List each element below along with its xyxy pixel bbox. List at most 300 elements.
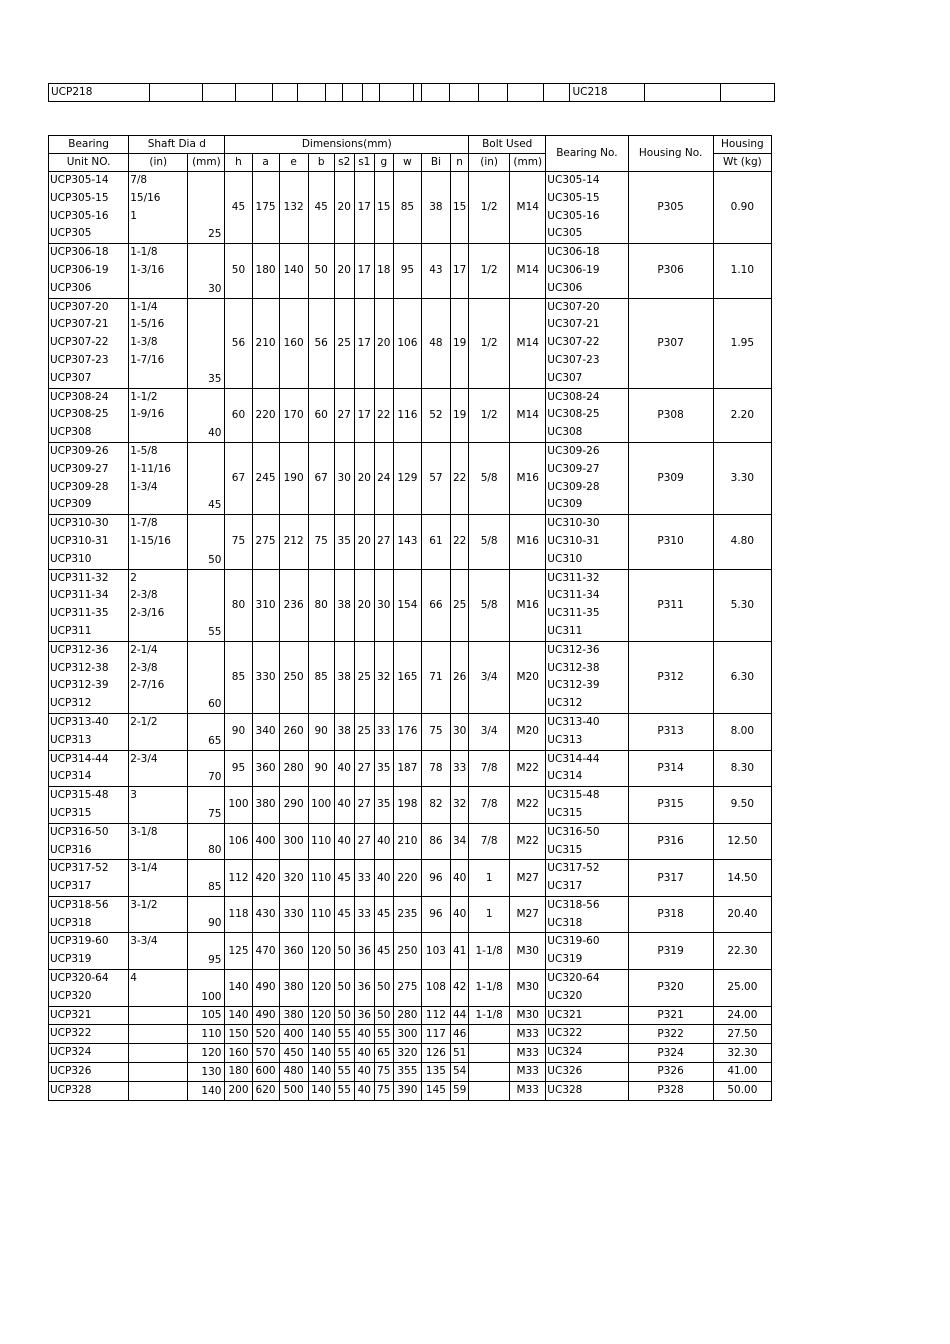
dim-e-cell: 250 xyxy=(279,641,308,713)
header-bearing-no: Bearing No. xyxy=(546,136,628,172)
bearings-line: UC317 xyxy=(547,880,583,893)
header-dim-e: e xyxy=(279,154,308,172)
dim-n-cell: 19 xyxy=(450,388,468,442)
bolt-in-cell xyxy=(469,1063,510,1082)
inch-line: 15/16 xyxy=(130,191,161,204)
dim-g-cell: 45 xyxy=(374,933,393,970)
dim-g-cell: 35 xyxy=(374,787,393,824)
bearings-line: UC307-23 xyxy=(547,353,600,366)
inch-line: 1-7/16 xyxy=(130,353,165,366)
bolt-mm-cell: M16 xyxy=(510,515,546,569)
dim-n-cell: 30 xyxy=(450,713,468,750)
dim-bi-cell: 78 xyxy=(421,750,450,787)
dim-h-cell: 60 xyxy=(225,388,252,442)
shaft-mm-cell: 100 xyxy=(188,970,225,1007)
dim-n-cell: 22 xyxy=(450,515,468,569)
dim-e-cell: 212 xyxy=(279,515,308,569)
dim-s2-cell: 40 xyxy=(334,787,354,824)
units-line: UCP319-60 xyxy=(50,935,109,948)
housing-wt-cell: 1.10 xyxy=(713,244,771,298)
dim-g-cell: 24 xyxy=(374,442,393,514)
shaft-in-cell xyxy=(129,244,188,298)
dim-bi-cell: 135 xyxy=(421,1063,450,1082)
bearings-line: UC314 xyxy=(547,770,583,783)
dim-s1-cell: 17 xyxy=(354,298,374,388)
dim-s1-cell: 27 xyxy=(354,750,374,787)
bearings-line: UC306-19 xyxy=(547,263,600,276)
housing-no-cell: P316 xyxy=(628,823,713,860)
dim-w-cell: 250 xyxy=(393,933,421,970)
dim-a-cell: 275 xyxy=(252,515,279,569)
housing-wt-cell: 2.20 xyxy=(713,388,771,442)
dim-bi-cell: 52 xyxy=(421,388,450,442)
units-line: UCP313 xyxy=(50,733,92,746)
dim-a-cell: 400 xyxy=(252,823,279,860)
shaft-in-cell xyxy=(129,1063,188,1082)
inch-line: 2 xyxy=(130,571,137,584)
dim-a-cell: 490 xyxy=(252,970,279,1007)
housing-no-cell: P319 xyxy=(628,933,713,970)
unit-no-cell xyxy=(49,298,129,388)
bearings-line: UC318-56 xyxy=(547,898,600,911)
header-bolt-mm: (mm) xyxy=(510,154,546,172)
dim-g-cell: 27 xyxy=(374,515,393,569)
dim-b-cell: 80 xyxy=(308,569,334,641)
dim-bi-cell: 43 xyxy=(421,244,450,298)
bolt-mm-cell: M22 xyxy=(510,823,546,860)
inch-line: 1-1/2 xyxy=(130,390,158,403)
dim-s2-cell: 20 xyxy=(334,172,354,244)
units-line: UCP314-44 xyxy=(50,752,109,765)
dim-g-cell: 22 xyxy=(374,388,393,442)
units-line: UCP307-23 xyxy=(50,353,109,366)
dim-g-cell: 20 xyxy=(374,298,393,388)
inch-line: 1-3/4 xyxy=(130,480,158,493)
shaft-mm-cell: 70 xyxy=(188,750,225,787)
units-line: UCP309-27 xyxy=(50,462,109,475)
dim-h-cell: 85 xyxy=(225,641,252,713)
dim-h-cell: 112 xyxy=(225,860,252,897)
shaft-mm-cell: 140 xyxy=(188,1081,225,1100)
table-row xyxy=(49,896,772,933)
bolt-in-cell xyxy=(469,1081,510,1100)
shaft-in-cell xyxy=(129,970,188,1007)
dim-bi-cell: 75 xyxy=(421,713,450,750)
table-row xyxy=(49,515,772,569)
bearings-line: UC306-18 xyxy=(547,246,600,259)
dim-a-cell: 520 xyxy=(252,1025,279,1044)
header-shaft-in: (in) xyxy=(129,154,188,172)
shaft-mm-cell: 110 xyxy=(188,1025,225,1044)
dim-s2-cell: 40 xyxy=(334,750,354,787)
bolt-in-cell: 3/4 xyxy=(469,641,510,713)
dim-h-cell: 95 xyxy=(225,750,252,787)
bearings-line: UC305-16 xyxy=(547,209,600,222)
units-line: UCP306 xyxy=(50,281,92,294)
shaft-mm-cell: 60 xyxy=(188,641,225,713)
bolt-in-cell: 1 xyxy=(469,896,510,933)
dim-h-cell: 140 xyxy=(225,970,252,1007)
housing-wt-cell: 1.95 xyxy=(713,298,771,388)
bolt-mm-cell: M22 xyxy=(510,787,546,824)
housing-no-cell: P314 xyxy=(628,750,713,787)
bolt-mm-cell: M30 xyxy=(510,970,546,1007)
bearing-no-cell xyxy=(546,713,628,750)
unit-no-cell xyxy=(49,641,129,713)
inch-line xyxy=(129,370,187,388)
dim-n-cell: 51 xyxy=(450,1044,468,1063)
dim-bi-cell: 145 xyxy=(421,1081,450,1100)
units-line: UCP315-48 xyxy=(50,789,109,802)
dim-s1-cell: 33 xyxy=(354,860,374,897)
dim-b-cell: 45 xyxy=(308,172,334,244)
bolt-mm-cell: M16 xyxy=(510,442,546,514)
bearings-line: UC321 xyxy=(547,1008,583,1021)
inch-line xyxy=(129,1007,187,1025)
dim-bi-cell: 117 xyxy=(421,1025,450,1044)
units-line: UCP312-38 xyxy=(50,661,109,674)
bearings-line: UC308 xyxy=(547,426,583,439)
bearings-line: UC328 xyxy=(547,1083,583,1096)
bearings-line: UC315 xyxy=(547,843,583,856)
dim-b-cell: 120 xyxy=(308,933,334,970)
inch-line: 1-5/8 xyxy=(130,444,158,457)
units-line: UCP314 xyxy=(50,770,92,783)
table-row xyxy=(49,750,772,787)
header-dim-g: g xyxy=(374,154,393,172)
units-line: UCP320-64 xyxy=(50,972,109,985)
dim-n-cell: 26 xyxy=(450,641,468,713)
units-line: UCP328 xyxy=(50,1083,92,1096)
inch-line: 1-7/8 xyxy=(130,517,158,530)
dim-s1-cell: 40 xyxy=(354,1044,374,1063)
shaft-mm-cell: 25 xyxy=(188,172,225,244)
units-line: UCP324 xyxy=(50,1046,92,1059)
dim-a-cell: 245 xyxy=(252,442,279,514)
bolt-in-cell: 1 xyxy=(469,860,510,897)
dim-h-cell: 50 xyxy=(225,244,252,298)
dim-b-cell: 90 xyxy=(308,750,334,787)
dim-w-cell: 300 xyxy=(393,1025,421,1044)
dim-n-cell: 17 xyxy=(450,244,468,298)
bearing-no-cell xyxy=(546,933,628,970)
shaft-in-cell xyxy=(129,172,188,244)
dim-w-cell: 320 xyxy=(393,1044,421,1063)
dim-e-cell: 400 xyxy=(279,1025,308,1044)
housing-wt-cell: 24.00 xyxy=(713,1006,771,1025)
dim-a-cell: 210 xyxy=(252,298,279,388)
dim-n-cell: 19 xyxy=(450,298,468,388)
dim-bi-cell: 38 xyxy=(421,172,450,244)
top-unit-cell: UCP218 xyxy=(49,84,150,102)
bolt-mm-cell: M22 xyxy=(510,750,546,787)
dim-s1-cell: 40 xyxy=(354,1081,374,1100)
bearing-no-cell xyxy=(546,860,628,897)
units-line: UCP309-28 xyxy=(50,480,109,493)
dim-s2-cell: 50 xyxy=(334,1006,354,1025)
units-line: UCP306-18 xyxy=(50,246,109,259)
dim-s2-cell: 55 xyxy=(334,1025,354,1044)
dim-b-cell: 140 xyxy=(308,1063,334,1082)
shaft-in-cell xyxy=(129,515,188,569)
inch-line xyxy=(129,1063,187,1081)
inch-line: 2-3/4 xyxy=(130,752,158,765)
bolt-in-cell: 1-1/8 xyxy=(469,970,510,1007)
inch-line xyxy=(129,878,187,896)
shaft-mm-cell: 85 xyxy=(188,860,225,897)
unit-no-cell xyxy=(49,787,129,824)
dim-a-cell: 570 xyxy=(252,1044,279,1063)
dim-w-cell: 220 xyxy=(393,860,421,897)
shaft-in-cell xyxy=(129,1044,188,1063)
shaft-mm-cell: 35 xyxy=(188,298,225,388)
dim-bi-cell: 126 xyxy=(421,1044,450,1063)
table-row xyxy=(49,823,772,860)
bolt-in-cell: 1/2 xyxy=(469,172,510,244)
units-line: UCP308-25 xyxy=(50,408,109,421)
units-line: UCP307-21 xyxy=(50,318,109,331)
dim-g-cell: 15 xyxy=(374,172,393,244)
dim-n-cell: 33 xyxy=(450,750,468,787)
dim-a-cell: 620 xyxy=(252,1081,279,1100)
bearings-line: UC310-30 xyxy=(547,517,600,530)
dim-s1-cell: 20 xyxy=(354,442,374,514)
units-line: UCP311-35 xyxy=(50,607,109,620)
housing-no-cell: P309 xyxy=(628,442,713,514)
dim-s2-cell: 30 xyxy=(334,442,354,514)
table-row xyxy=(49,244,772,298)
dim-n-cell: 32 xyxy=(450,787,468,824)
dim-bi-cell: 66 xyxy=(421,569,450,641)
housing-no-cell: P328 xyxy=(628,1081,713,1100)
inch-line: 2-3/16 xyxy=(130,607,165,620)
dim-h-cell: 56 xyxy=(225,298,252,388)
housing-wt-cell: 14.50 xyxy=(713,860,771,897)
housing-wt-cell: 5.30 xyxy=(713,569,771,641)
dim-s1-cell: 17 xyxy=(354,388,374,442)
bearing-no-cell xyxy=(546,172,628,244)
bolt-in-cell: 5/8 xyxy=(469,442,510,514)
bearings-line: UC308-24 xyxy=(547,390,600,403)
table-row xyxy=(49,298,772,388)
dim-s1-cell: 17 xyxy=(354,244,374,298)
inch-line: 2-7/16 xyxy=(130,679,165,692)
bearings-line: UC315 xyxy=(547,806,583,819)
bearings-line: UC319 xyxy=(547,953,583,966)
inch-line xyxy=(129,424,187,442)
units-line: UCP315 xyxy=(50,806,92,819)
shaft-mm-cell: 95 xyxy=(188,933,225,970)
dim-n-cell: 40 xyxy=(450,860,468,897)
dim-s1-cell: 36 xyxy=(354,970,374,1007)
dim-e-cell: 280 xyxy=(279,750,308,787)
housing-wt-cell: 41.00 xyxy=(713,1063,771,1082)
inch-line: 1-9/16 xyxy=(130,408,165,421)
units-line: UCP313-40 xyxy=(50,715,109,728)
unit-no-cell xyxy=(49,823,129,860)
units-line: UCP319 xyxy=(50,953,92,966)
dim-e-cell: 500 xyxy=(279,1081,308,1100)
housing-no-cell: P315 xyxy=(628,787,713,824)
bolt-mm-cell: M16 xyxy=(510,569,546,641)
dim-w-cell: 235 xyxy=(393,896,421,933)
dim-a-cell: 330 xyxy=(252,641,279,713)
shaft-mm-cell: 90 xyxy=(188,896,225,933)
table-row xyxy=(49,933,772,970)
dim-w-cell: 198 xyxy=(393,787,421,824)
shaft-mm-cell: 105 xyxy=(188,1006,225,1025)
header-bolt-used: Bolt Used xyxy=(469,136,546,154)
dim-s2-cell: 55 xyxy=(334,1081,354,1100)
housing-wt-cell: 4.80 xyxy=(713,515,771,569)
dim-n-cell: 54 xyxy=(450,1063,468,1082)
shaft-in-cell xyxy=(129,298,188,388)
bearing-no-cell xyxy=(546,244,628,298)
dim-s1-cell: 27 xyxy=(354,823,374,860)
inch-line: 1-1/8 xyxy=(130,246,158,259)
bolt-in-cell: 5/8 xyxy=(469,569,510,641)
header-unit-no: Unit NO. xyxy=(49,154,129,172)
dim-g-cell: 35 xyxy=(374,750,393,787)
dim-a-cell: 430 xyxy=(252,896,279,933)
bearings-line: UC305-15 xyxy=(547,191,600,204)
housing-wt-cell: 20.40 xyxy=(713,896,771,933)
shaft-mm-cell: 120 xyxy=(188,1044,225,1063)
dim-g-cell: 33 xyxy=(374,713,393,750)
dim-bi-cell: 61 xyxy=(421,515,450,569)
dim-bi-cell: 82 xyxy=(421,787,450,824)
inch-line: 1-3/16 xyxy=(130,263,165,276)
shaft-in-cell xyxy=(129,933,188,970)
table-row xyxy=(49,388,772,442)
housing-wt-cell: 3.30 xyxy=(713,442,771,514)
units-line: UCP312 xyxy=(50,697,92,710)
dim-w-cell: 280 xyxy=(393,1006,421,1025)
dim-bi-cell: 96 xyxy=(421,896,450,933)
dim-n-cell: 42 xyxy=(450,970,468,1007)
inch-line: 1-3/8 xyxy=(130,336,158,349)
housing-wt-cell: 12.50 xyxy=(713,823,771,860)
dim-w-cell: 390 xyxy=(393,1081,421,1100)
dim-g-cell: 40 xyxy=(374,823,393,860)
units-line: UCP317 xyxy=(50,880,92,893)
units-line: UCP306-19 xyxy=(50,263,109,276)
bolt-in-cell xyxy=(469,1025,510,1044)
dim-w-cell: 176 xyxy=(393,713,421,750)
bolt-mm-cell: M33 xyxy=(510,1044,546,1063)
units-line: UCP307-20 xyxy=(50,300,109,313)
bearing-no-cell xyxy=(546,388,628,442)
bearings-line: UC306 xyxy=(547,281,583,294)
dim-a-cell: 360 xyxy=(252,750,279,787)
inch-line xyxy=(129,496,187,514)
units-line: UCP305-14 xyxy=(50,174,109,186)
dim-s1-cell: 20 xyxy=(354,515,374,569)
dim-e-cell: 140 xyxy=(279,244,308,298)
shaft-in-cell xyxy=(129,896,188,933)
table-row xyxy=(49,787,772,824)
bearings-line: UC309 xyxy=(547,498,583,511)
dim-s1-cell: 33 xyxy=(354,896,374,933)
dim-s2-cell: 38 xyxy=(334,569,354,641)
dim-s1-cell: 25 xyxy=(354,713,374,750)
inch-line: 1-15/16 xyxy=(130,534,171,547)
bolt-mm-cell: M30 xyxy=(510,1006,546,1025)
bolt-mm-cell: M20 xyxy=(510,713,546,750)
dim-bi-cell: 71 xyxy=(421,641,450,713)
bearing-no-cell xyxy=(546,1081,628,1100)
shaft-in-cell xyxy=(129,569,188,641)
bearings-line: UC319-60 xyxy=(547,935,600,948)
dim-s2-cell: 55 xyxy=(334,1044,354,1063)
inch-line: 1 xyxy=(130,209,137,222)
table-row xyxy=(49,569,772,641)
shaft-mm-cell: 30 xyxy=(188,244,225,298)
dim-e-cell: 380 xyxy=(279,970,308,1007)
bolt-mm-cell: M33 xyxy=(510,1081,546,1100)
header-dim-n: n xyxy=(450,154,468,172)
inch-line: 2-3/8 xyxy=(130,661,158,674)
dim-e-cell: 132 xyxy=(279,172,308,244)
bearings-line: UC315-48 xyxy=(547,789,600,802)
dim-e-cell: 380 xyxy=(279,1006,308,1025)
top-row-table xyxy=(48,83,775,102)
dim-s1-cell: 25 xyxy=(354,641,374,713)
dim-a-cell: 340 xyxy=(252,713,279,750)
dim-g-cell: 75 xyxy=(374,1063,393,1082)
dim-b-cell: 56 xyxy=(308,298,334,388)
dim-a-cell: 175 xyxy=(252,172,279,244)
table-row xyxy=(49,641,772,713)
dim-w-cell: 355 xyxy=(393,1063,421,1082)
units-line: UCP316 xyxy=(50,843,92,856)
inch-line: 7/8 xyxy=(130,174,148,186)
units-line: UCP305 xyxy=(50,227,92,240)
bearings-line: UC322 xyxy=(547,1027,583,1040)
bearings-line: UC320 xyxy=(547,989,583,1002)
units-line: UCP305-16 xyxy=(50,209,109,222)
dim-b-cell: 60 xyxy=(308,388,334,442)
top-bearing-cell: UC218 xyxy=(570,84,645,102)
unit-no-cell xyxy=(49,515,129,569)
shaft-mm-cell: 80 xyxy=(188,823,225,860)
dim-e-cell: 160 xyxy=(279,298,308,388)
bearings-line: UC324 xyxy=(547,1046,583,1059)
header-dimensions: Dimensions(mm) xyxy=(225,136,469,154)
dim-g-cell: 50 xyxy=(374,1006,393,1025)
bearings-line: UC307-22 xyxy=(547,336,600,349)
header-dim-s2: s2 xyxy=(334,154,354,172)
shaft-mm-cell: 50 xyxy=(188,515,225,569)
unit-no-cell xyxy=(49,172,129,244)
units-line: UCP318 xyxy=(50,916,92,929)
housing-no-cell: P317 xyxy=(628,860,713,897)
bearings-line: UC312-38 xyxy=(547,661,600,674)
housing-wt-cell: 32.30 xyxy=(713,1044,771,1063)
dim-s2-cell: 27 xyxy=(334,388,354,442)
dim-e-cell: 290 xyxy=(279,787,308,824)
dim-n-cell: 41 xyxy=(450,933,468,970)
dim-bi-cell: 86 xyxy=(421,823,450,860)
inch-line xyxy=(129,1044,187,1062)
table-row xyxy=(49,442,772,514)
housing-no-cell: P324 xyxy=(628,1044,713,1063)
dim-bi-cell: 103 xyxy=(421,933,450,970)
inch-line: 3 xyxy=(130,789,137,802)
bolt-in-cell: 7/8 xyxy=(469,787,510,824)
dim-g-cell: 18 xyxy=(374,244,393,298)
units-line: UCP310-30 xyxy=(50,517,109,530)
